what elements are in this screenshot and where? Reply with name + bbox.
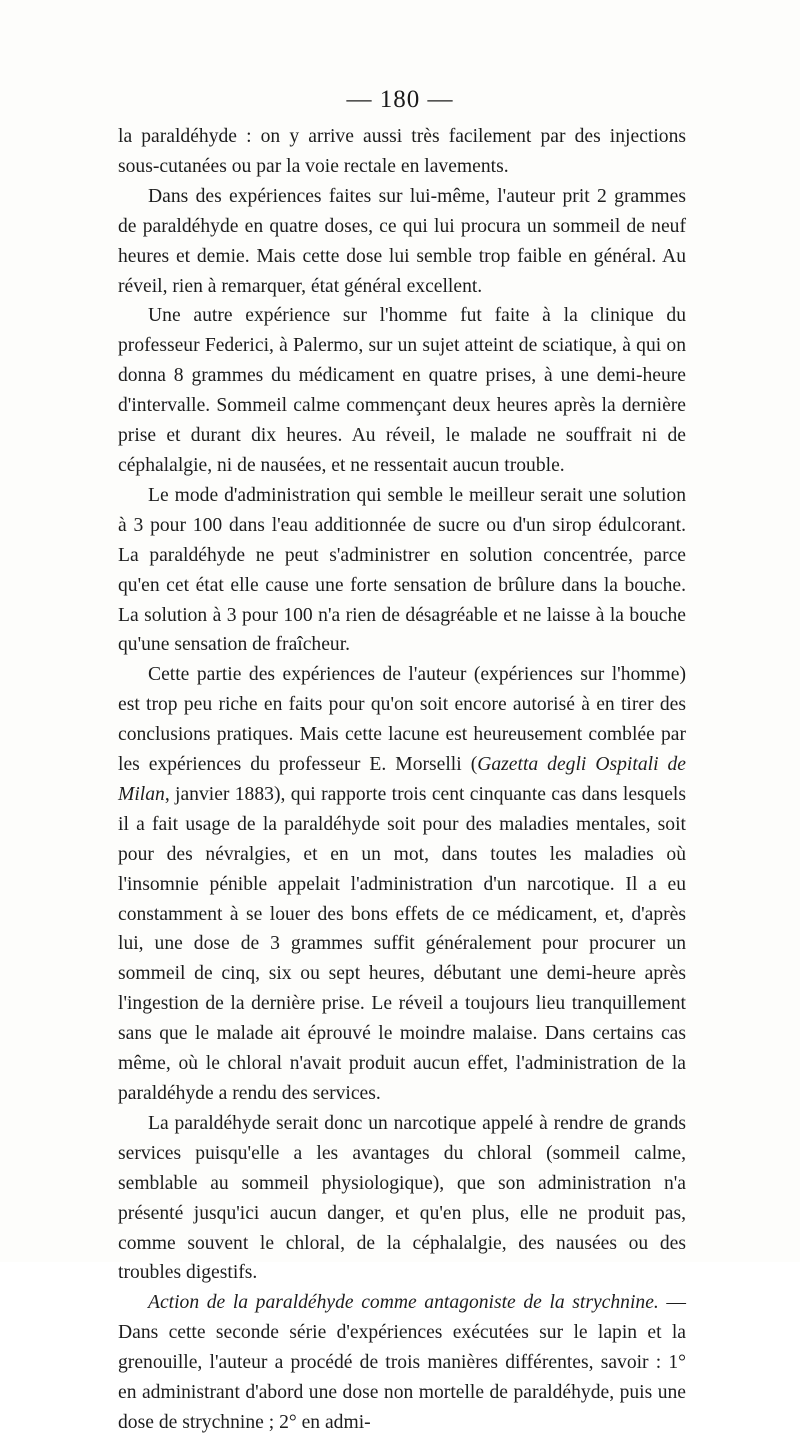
paragraph-text: Cette partie des expériences de l'auteur (expériences sur l'homme) est trop peu riche en faits pour qu'on soit encore autorisé à en tirer des conclusions pratiques. Mais cette lacune est heureusement comblée par les expériences du professeur E. Morselli ( — [118, 664, 686, 776]
body-text — [118, 122, 686, 1438]
paragraph-text: la paraldéhyde : on y arrive aussi très facilement par des injections sous-cutanées ou par la voie rectale en lavements. — [118, 126, 686, 177]
paragraph — [118, 301, 686, 480]
paragraph-text: Le mode d'administration qui semble le meilleur serait une solution à 3 pour 100 dans l'eau additionnée de sucre ou d'un sirop édulcorant. La paraldéhyde ne peut s'administrer en solution concentrée, parce qu'en cet état elle cause une forte sensation de brûlure dans la bouche. La solution à 3 pour 100 n'a rien de désagréable et ne laisse à la bouche qu'une sensation de fraîcheur. — [118, 484, 686, 656]
paragraph-text: Dans des expériences faites sur lui-même, l'auteur prit 2 grammes de paraldéhyde en quatre doses, ce qui lui procura un sommeil de neuf heures et demie. Mais cette dose lui semble trop faible en général. Au réveil, rien à remarquer, état général excellent. — [118, 185, 686, 297]
italic-text: Gazetta degli Ospitali de Milan — [118, 754, 687, 805]
paragraph — [118, 182, 686, 302]
paragraph-text: La paraldéhyde serait donc un narcotique appelé à rendre de grands services puisqu'elle a les avantages du chloral (sommeil calme, semblable au sommeil physiologique), que son administration n'a présenté jusqu'ici aucun danger, et qu'en plus, elle ne produit pas, comme souvent le chloral, de la céphalalgie, des nausées ou des troubles digestifs. — [118, 1112, 686, 1284]
paragraph — [118, 1288, 686, 1438]
paragraph-text: — Dans cette seconde série d'expériences exécutées sur le lapin et la grenouille, l'auteur a procédé de trois manières différentes, savoir : 1° en administrant d'abord une dose non mortelle de paraldéhyde, puis une dose de strychnine ; 2° en admi- — [118, 1292, 686, 1433]
paragraph — [118, 481, 686, 660]
paragraph — [118, 1109, 686, 1288]
paragraph-text: , janvier 1883), qui rapporte trois cent cinquante cas dans lesquels il a fait usage de la paraldéhyde soit pour des maladies mentales, soit pour des névralgies, et en un mot, dans toutes les maladies où l'insomnie pénible appelait l'administration d'un narcotique. Il a eu constamment à se louer des bons effets de ce médicament, et, d'après lui, une dose de 3 grammes suffit généralement pour procurer un sommeil de cinq, six ou sept heures, débutant une demi-heure après l'ingestion de la dernière prise. Le réveil a toujours lieu tranquillement sans que le malade ait éprouvé le moindre malaise. Dans certains cas même, où le chloral n'avait produit aucun effet, l'administration de la paraldéhyde a rendu des services. — [118, 783, 686, 1104]
page-number: — 180 — — [346, 86, 454, 113]
paragraph — [118, 122, 686, 182]
italic-text: Action de la paraldéhyde comme antagoniste de la strychnine. — [148, 1292, 659, 1314]
paragraph — [118, 660, 686, 1109]
paragraph-text: Une autre expérience sur l'homme fut faite à la clinique du professeur Federici, à Palermo, sur un sujet atteint de sciatique, à qui on donna 8 grammes du médicament en quatre prises, à une demi-heure d'intervalle. Sommeil calme commençant deux heures après la dernière prise et durant dix heures. Au réveil, le malade ne souffrait ni de céphalalgie, ni de nausées, et ne ressentait aucun trouble. — [118, 305, 686, 476]
